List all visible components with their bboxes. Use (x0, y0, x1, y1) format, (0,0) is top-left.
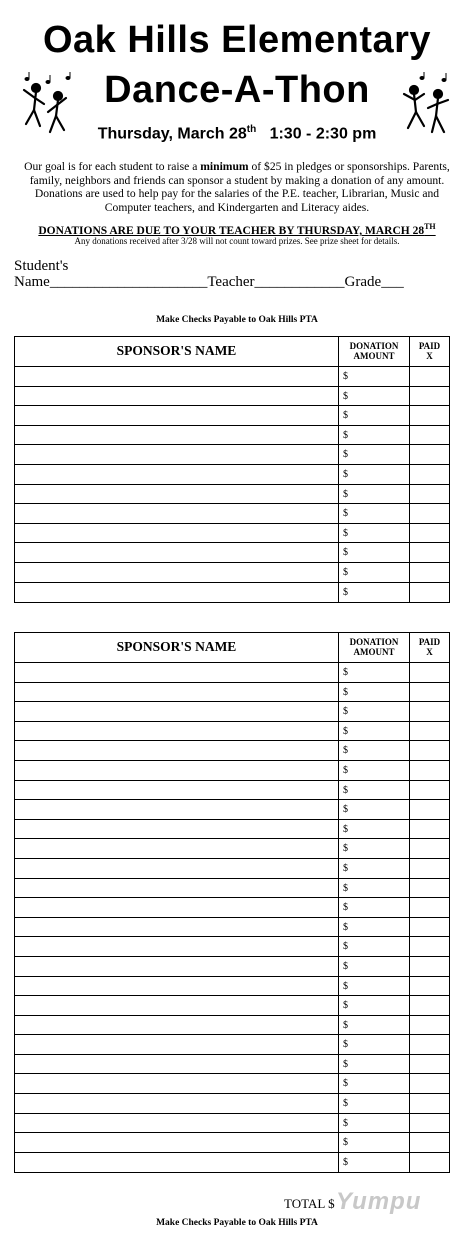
table-row (15, 1055, 449, 1075)
sponsor-name-cell[interactable] (15, 702, 339, 721)
table-row (15, 485, 449, 505)
paid-cell[interactable] (410, 839, 449, 858)
paid-cell[interactable] (410, 426, 449, 445)
table-row (15, 524, 449, 544)
paid-cell[interactable] (410, 859, 449, 878)
sponsor-name-cell[interactable] (15, 367, 339, 386)
donation-amount-cell[interactable]: $ (339, 839, 410, 858)
donation-amount-cell[interactable]: $ (339, 957, 410, 976)
intro-text: Our goal is for each student to raise a (24, 160, 201, 173)
table-row (15, 504, 449, 524)
table-row (15, 1114, 449, 1134)
donation-amount-cell[interactable]: $ (339, 977, 410, 996)
paid-cell[interactable] (410, 583, 449, 603)
donation-amount-cell[interactable]: $ (339, 918, 410, 937)
student-fields (14, 258, 404, 290)
donation-amount-cell[interactable]: $ (339, 1035, 410, 1054)
student-info-line: Name_____________________Teacher____________Grade___ (14, 274, 404, 290)
paid-cell[interactable] (410, 543, 449, 562)
donation-amount-cell[interactable]: $ (339, 465, 410, 484)
donation-amount-cell[interactable]: $ (339, 563, 410, 582)
donation-amount-cell[interactable]: $ (339, 800, 410, 819)
donation-amount-cell[interactable]: $ (339, 445, 410, 464)
paid-header (410, 633, 449, 662)
table-row (15, 761, 449, 781)
donation-amount-cell[interactable]: $ (339, 781, 410, 800)
paid-cell[interactable] (410, 702, 449, 721)
table-row (15, 406, 449, 426)
donation-amount-cell[interactable]: $ (339, 702, 410, 721)
table-row (15, 702, 449, 722)
table-row (15, 898, 449, 918)
table-row (15, 741, 449, 761)
donation-amount-cell[interactable]: $ (339, 524, 410, 543)
table-row (15, 996, 449, 1016)
sponsor-table-1 (14, 336, 450, 603)
table-row (15, 1133, 449, 1153)
intro-emphasis: minimum (200, 160, 249, 173)
header-text: DONATION (349, 341, 399, 351)
sponsor-name-cell[interactable] (15, 683, 339, 702)
table-row (15, 426, 449, 446)
table-row (15, 1094, 449, 1114)
donation-amount-cell[interactable]: $ (339, 583, 410, 603)
donation-amount-cell[interactable]: $ (339, 741, 410, 760)
table-row (15, 1035, 449, 1055)
student-label: Student's (14, 258, 69, 274)
donation-amount-cell[interactable]: $ (339, 761, 410, 780)
paid-cell[interactable] (410, 761, 449, 780)
paid-cell[interactable] (410, 996, 449, 1015)
paid-cell[interactable] (410, 563, 449, 582)
donation-amount-cell[interactable]: $ (339, 996, 410, 1015)
donation-amount-cell[interactable]: $ (339, 406, 410, 425)
donation-amount-cell[interactable]: $ (339, 722, 410, 741)
donation-amount-cell[interactable]: $ (339, 1074, 410, 1093)
sponsor-name-cell[interactable] (15, 406, 339, 425)
sponsor-name-cell[interactable] (15, 898, 339, 917)
paid-cell[interactable] (410, 918, 449, 937)
intro-paragraph (18, 160, 456, 214)
table-row (15, 800, 449, 820)
table-row (15, 957, 449, 977)
sponsor-name-cell[interactable] (15, 445, 339, 464)
deadline-subnote: Any donations received after 3/28 will not count toward prizes. See prize sheet for details. (74, 236, 400, 246)
paid-cell[interactable] (410, 957, 449, 976)
paid-cell[interactable] (410, 1094, 449, 1113)
event-date (0, 124, 474, 143)
donation-amount-cell[interactable]: $ (339, 898, 410, 917)
sponsor-name-cell[interactable] (15, 839, 339, 858)
paid-header (410, 337, 449, 366)
paid-cell[interactable] (410, 1016, 449, 1035)
donation-amount-cell[interactable]: $ (339, 485, 410, 504)
sponsor-name-cell[interactable] (15, 1153, 339, 1173)
sponsor-name-cell[interactable] (15, 800, 339, 819)
sponsor-name-cell[interactable] (15, 1016, 339, 1035)
paid-cell[interactable] (410, 722, 449, 741)
sponsor-name-cell[interactable] (15, 937, 339, 956)
table-row (15, 563, 449, 583)
paid-cell[interactable] (410, 663, 449, 682)
table-row (15, 781, 449, 801)
paid-cell[interactable] (410, 485, 449, 504)
make-checks-note: Make Checks Payable to Oak Hills PTA (156, 1218, 318, 1228)
intro-text: of $25 in pledges or sponsorships. Parents, family, neighbors and friends can sponsor a student by making a donation of any amount. Donations are used to help pay for the salaries of the P.E. teacher, Librarian, Music and Computer teachers, and Kindergarten and Literacy aides. (29, 160, 450, 214)
paid-cell[interactable] (410, 367, 449, 386)
sponsor-name-header: SPONSOR'S NAME (15, 633, 339, 662)
donation-amount-cell[interactable]: $ (339, 1114, 410, 1133)
table-row (15, 977, 449, 997)
sponsor-name-cell[interactable] (15, 957, 339, 976)
donation-amount-cell[interactable]: $ (339, 1133, 410, 1152)
sponsor-name-cell[interactable] (15, 1114, 339, 1133)
sponsor-name-cell[interactable] (15, 485, 339, 504)
table-row (15, 839, 449, 859)
event-title: Dance-A-Thon (104, 69, 370, 111)
table-row (15, 387, 449, 407)
paid-cell[interactable] (410, 781, 449, 800)
sponsor-name-cell[interactable] (15, 465, 339, 484)
sponsor-table-2 (14, 632, 450, 1173)
sponsor-name-cell[interactable] (15, 1055, 339, 1074)
paid-cell[interactable] (410, 977, 449, 996)
sponsor-name-cell[interactable] (15, 781, 339, 800)
sponsor-name-cell[interactable] (15, 741, 339, 760)
table-row (15, 1016, 449, 1036)
sponsor-name-cell[interactable] (15, 859, 339, 878)
paid-cell[interactable] (410, 387, 449, 406)
school-title: Oak Hills Elementary (42, 19, 432, 61)
sponsor-name-cell[interactable] (15, 996, 339, 1015)
header-text: DONATION (349, 637, 399, 647)
paid-cell[interactable] (410, 937, 449, 956)
make-checks-note: Make Checks Payable to Oak Hills PTA (156, 315, 318, 325)
paid-cell[interactable] (410, 683, 449, 702)
table-row (15, 543, 449, 563)
deadline-suffix: TH (424, 222, 436, 231)
donation-amount-cell[interactable]: $ (339, 1153, 410, 1173)
sponsor-name-cell[interactable] (15, 879, 339, 898)
table-row (15, 1074, 449, 1094)
donation-amount-cell[interactable]: $ (339, 1016, 410, 1035)
sponsor-name-cell[interactable] (15, 977, 339, 996)
donation-amount-cell[interactable]: $ (339, 859, 410, 878)
donation-amount-cell[interactable]: $ (339, 1055, 410, 1074)
paid-cell[interactable] (410, 445, 449, 464)
header-text: PAID (418, 637, 441, 647)
table-row (15, 445, 449, 465)
event-time: 1:30 - 2:30 pm (269, 125, 377, 143)
sponsor-name-cell[interactable] (15, 820, 339, 839)
table-row (15, 722, 449, 742)
paid-cell[interactable] (410, 820, 449, 839)
table-row (15, 663, 449, 683)
paid-cell[interactable] (410, 1035, 449, 1054)
paid-cell[interactable] (410, 406, 449, 425)
deadline-notice (0, 222, 474, 237)
table-row (15, 683, 449, 703)
table-row (15, 820, 449, 840)
sponsor-name-cell[interactable] (15, 1035, 339, 1054)
paid-cell[interactable] (410, 1153, 449, 1173)
donation-amount-cell[interactable]: $ (339, 820, 410, 839)
table-row (15, 918, 449, 938)
table-row (15, 937, 449, 957)
paid-cell[interactable] (410, 898, 449, 917)
paid-cell[interactable] (410, 1055, 449, 1074)
watermark-logo: Yumpu (336, 1188, 422, 1215)
table-row (15, 859, 449, 879)
sponsor-name-cell[interactable] (15, 663, 339, 682)
sponsor-name-cell[interactable] (15, 426, 339, 445)
sponsor-name-cell[interactable] (15, 583, 339, 603)
paid-cell[interactable] (410, 1074, 449, 1093)
header-text: X (426, 647, 433, 657)
sponsor-name-cell[interactable] (15, 722, 339, 741)
sponsor-name-cell[interactable] (15, 1074, 339, 1093)
donation-amount-cell[interactable]: $ (339, 683, 410, 702)
table-row (15, 1153, 449, 1173)
donation-amount-cell[interactable]: $ (339, 1094, 410, 1113)
table-header (15, 337, 449, 367)
donation-amount-cell[interactable]: $ (339, 663, 410, 682)
donation-amount-cell[interactable]: $ (339, 543, 410, 562)
sponsor-name-cell[interactable] (15, 761, 339, 780)
donation-amount-header (339, 337, 410, 366)
sponsor-name-cell[interactable] (15, 524, 339, 543)
paid-cell[interactable] (410, 504, 449, 523)
sponsor-name-cell[interactable] (15, 1094, 339, 1113)
sponsor-name-cell[interactable] (15, 918, 339, 937)
paid-cell[interactable] (410, 1114, 449, 1133)
sponsor-name-cell[interactable] (15, 543, 339, 562)
donation-amount-cell[interactable]: $ (339, 387, 410, 406)
paid-cell[interactable] (410, 524, 449, 543)
header-text: AMOUNT (353, 351, 395, 361)
date-text: Thursday, March 28 (97, 125, 247, 143)
deadline-text: DONATIONS ARE DUE TO YOUR TEACHER BY THURSDAY, MARCH 28 (38, 224, 425, 237)
paid-cell[interactable] (410, 879, 449, 898)
sponsor-name-cell[interactable] (15, 563, 339, 582)
sponsor-name-cell[interactable] (15, 387, 339, 406)
donation-amount-cell[interactable]: $ (339, 937, 410, 956)
paid-cell[interactable] (410, 1133, 449, 1152)
table-row (15, 583, 449, 603)
header-text: AMOUNT (353, 647, 395, 657)
table-row (15, 367, 449, 387)
table-row (15, 465, 449, 485)
date-suffix: th (246, 124, 257, 135)
sponsor-name-cell[interactable] (15, 1133, 339, 1152)
donation-amount-cell[interactable]: $ (339, 367, 410, 386)
table-row (15, 879, 449, 899)
donation-amount-cell[interactable]: $ (339, 879, 410, 898)
donation-amount-header (339, 633, 410, 662)
paid-cell[interactable] (410, 741, 449, 760)
paid-cell[interactable] (410, 800, 449, 819)
donation-amount-cell[interactable]: $ (339, 504, 410, 523)
header-text: PAID (418, 341, 441, 351)
sponsor-name-cell[interactable] (15, 504, 339, 523)
donation-amount-cell[interactable]: $ (339, 426, 410, 445)
table-header (15, 633, 449, 663)
paid-cell[interactable] (410, 465, 449, 484)
total-label: TOTAL $ (284, 1196, 335, 1211)
header-text: X (426, 351, 433, 361)
sponsor-name-header: SPONSOR'S NAME (15, 337, 339, 366)
